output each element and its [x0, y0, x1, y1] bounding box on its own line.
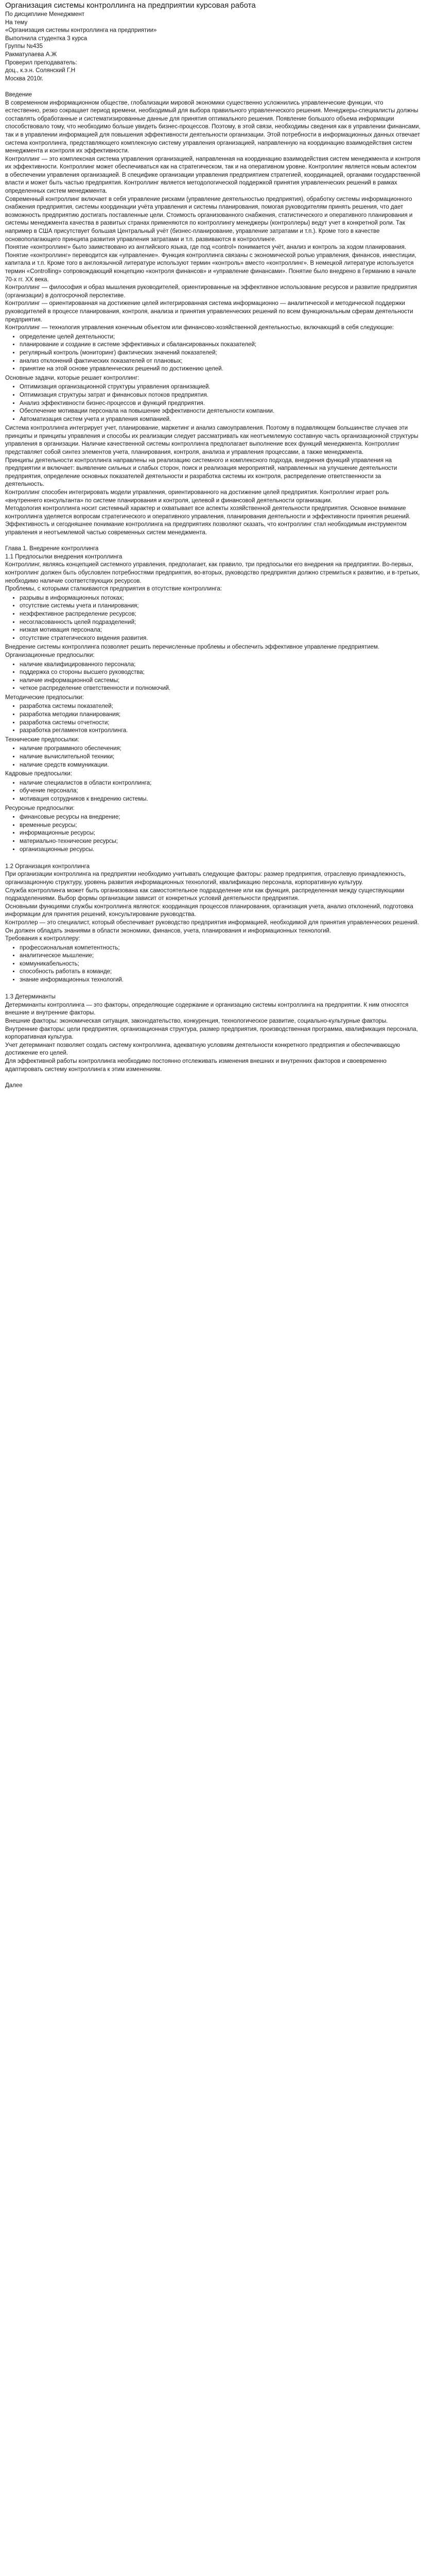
paragraph: Современный контроллинг включает в себя управление рисками (управление деятельностью предприятия), обработку системы информационного снабжения предприятия, системы координации учёта управления и системы планирования, помогая руководителям принять решения, что дает возможность предприятию достигать поставленные цели. Стоимость организованного снабжения, статистического и оперативного планирования и системы менеджмента качества в развитых странах применяются по контроллингу менеджеры (контроллеры) ведут учет в конкретной роли. Так например в США присутствует большая Центральный учёт (бизнес-планирование, управление затратами и т.п.). Кроме того в качестве основополагающего принципа развития управления затратами и т.п. развиваются в контроллинге.: [5, 196, 413, 243]
list-item: • профессиональная компетентность;: [20, 944, 421, 953]
list-item: • четкое распределение ответственности и полномочий.: [20, 685, 421, 693]
paragraph: При организации контроллинга на предприятии необходимо учитывать следующие факторы: размер предприятия, отраслевую принадлежность, организационную структуру, уровень развития информационных технологий, квалификацию персонала, корпоративную культуру.: [5, 871, 406, 886]
requirements-intro: Требования к контроллеру:: [5, 936, 80, 942]
list-item: • информационные ресурсы;: [20, 829, 421, 838]
org-list: [5, 661, 421, 693]
goals-list: [5, 333, 421, 374]
list-item: • отсутствие стратегического видения развития.: [20, 635, 421, 643]
document-page: [0, 0, 426, 1092]
section-1-2: [5, 871, 421, 935]
paragraph: Внедрение системы контроллинга позволяет решить перечисленные проблемы и обеспечить эффективное управление предприятием.: [5, 644, 380, 651]
title-block-line: На тему: [5, 19, 28, 26]
list-item: • Анализ эффективности бизнес-процессов и функций предприятия.: [20, 400, 421, 408]
paragraph: В современном информационном обществе, глобализации мировой экономики существенно усложнились управленческие функции, что естественно, резко сокращает период времени, необходимый для выбора правильного управленческого решения. Менеджеры-специалисты должны составлять обработанные и систематизированные данные для принятия оптимального решения. Появление большого объема информации способствовало тому, что необходимо больше увидеть бизнес-процессов. Поэтому, в этой связи, необходимы сведения как в управлении финансами, так и в управлении информацией для повышения эффективности деятельности организации. Этой потребности в информационных данных отвечает система контроллинга, представляющего комплексную систему управления организацией, направленную на координацию взаимодействия систем менеджмента и контроля их эффективности.: [5, 99, 421, 155]
subsection-heading-1-1: 1.1 Предпосылки внедрения контроллинга: [5, 553, 123, 560]
paragraph: Учет детерминант позволяет создать систему контроллинга, адекватную условиям деятельности конкретного предприятия и обеспечивающую достижение его целей.: [5, 1042, 400, 1057]
paragraph: Понятие «контроллинг» было заимствовано из английского языка, где под «control» понимается учёт, анализ и контроль за ходом планирования. Понятие «контроллинг» переводится как «управление». Функция контроллинга связаны с экономической ролью управления, финансов, инвестиции, капитала и т.п. Кроме того в англоязычной литературе используют термин «контроль» вместо «контроллинг». В немецкой литературе используется термин «Controlling» сопровождающий концепцию «контроля финансов» и «управление финансами». Понятие было внедрено в Германию в начале 70-х гг. XX века.: [5, 244, 416, 283]
tech-list: [5, 745, 421, 769]
list-item: • анализ отклонений фактических показателей от плановых;: [20, 358, 421, 366]
section-1-3: [5, 1002, 421, 1074]
list-item: • отсутствие системы учета и планирования;: [20, 602, 421, 611]
paragraph: Служба контроллинга может быть организована как самостоятельное подразделение или как функция, распределенная между существующими подразделениями. Выбор формы организации зависит от конкретных условий деятельности предприятия.: [5, 887, 405, 902]
list-item: • поддержка со стороны высшего руководства;: [20, 669, 421, 677]
list-item: • наличие информационной системы;: [20, 677, 421, 685]
next-page-link[interactable]: Далее: [5, 1082, 23, 1089]
list-item: • наличие средств коммуникации.: [20, 761, 421, 770]
intro-section: [5, 99, 421, 332]
paragraph: Основными функциями службы контроллинга являются: координация процессов планирования, организация учета, анализ отклонений, подготовка информации для принятия решений, консультирование руководства.: [5, 903, 413, 918]
paragraph: Контроллинг, являясь концепцией системного управления, предполагает, как правило, три предпосылки его внедрения на предприятии. Во-первых, контроллинг должен быть обусловлен потребностями предприятия, во-вторых, руководство предприятия должно стремиться к развитию, и в-третьих, необходимо наличие соответствующих ресурсов.: [5, 562, 420, 584]
paragraph: Внутренние факторы: цели предприятия, организационная структура, размер предприятия, производственная программа, квалификация персонала, корпоративная культура.: [5, 1026, 418, 1041]
tech-intro: Технические предпосылки:: [5, 736, 79, 743]
list-item: • разработка системы отчетности;: [20, 719, 421, 727]
list-item: • финансовые ресурсы на внедрение;: [20, 814, 421, 822]
list-item: • регулярный контроль (мониторинг) фактических значений показателей;: [20, 349, 421, 358]
title-block-line: Ракматулаева А.Ж: [5, 51, 57, 58]
paragraph: Детерминанты контроллинга — это факторы, определяющие содержание и организацию системы контроллинга на предприятии. К ним относятся внешние и внутренние факторы.: [5, 1002, 409, 1016]
list-item: • наличие квалифицированного персонала;: [20, 661, 421, 669]
chapter-heading: Глава 1. Внедрение контроллинга: [5, 546, 99, 552]
list-item: • низкая мотивация персонала;: [20, 626, 421, 635]
list-item: • разработка методики планирования;: [20, 711, 421, 719]
list-item: • временные ресурсы;: [20, 822, 421, 830]
list-item: • способность работать в команде;: [20, 968, 421, 976]
paragraph: Принципы деятельности контроллинга направлены на реализацию системного и комплексного подхода, внедрения функций управления на предприятии и включает: выявление сильных и слабых сторон, поиск и реализация мероприятий, направленных на улучшение деятельности предприятия, определение основных показателей деятельности и разработка системы их контроля, распределение ответственности за деятельность.: [5, 457, 397, 488]
list-item: • определение целей деятельности;: [20, 333, 421, 342]
title-block-line: доц., к.э.н. Солянский Г.Н: [5, 67, 76, 74]
paragraph: Контроллинг — технология управления конечным объектом или финансово-хозяйственной деятельностью, включающий в себя следующие:: [5, 325, 394, 331]
problems-list: [5, 595, 421, 643]
list-item: • планирование и создание в системе эффективных и сбалансированных показателей;: [20, 341, 421, 349]
document-title: Организация системы контроллинга на предприятии курсовая работа: [5, 1, 256, 10]
list-item: • Оптимизация структуры затрат и финансовых потоков предприятия.: [20, 392, 421, 400]
paragraph: Контроллинг способен интегрировать модели управления, ориентированного на достижение целей предприятия. Контроллинг играет роль «внутреннего консультанта» по системе планирования и контроля, целевой и финансовой деятельности организации.: [5, 489, 389, 504]
list-item: • аналитическое мышление;: [20, 952, 421, 960]
list-item: • разработка системы показателей;: [20, 703, 421, 711]
list-item: • Обеспечение мотивации персонала на повышение эффективности деятельности компании.: [20, 408, 421, 416]
staff-intro: Кадровые предпосылки:: [5, 771, 73, 777]
paragraph: Для эффективной работы контроллинга необходимо постоянно отслеживать изменения внешних и внутренних факторов и своевременно адаптировать систему контроллинга к этим изменениям.: [5, 1058, 387, 1073]
list-item: • Автоматизация систем учета и управления компанией.: [20, 416, 421, 424]
title-block: [5, 11, 421, 83]
list-item: • Оптимизация организационной структуры управления организацией.: [20, 383, 421, 392]
paragraph: Контроллинг — это комплексная система управления организацией, направленная на координацию взаимодействия систем менеджмента и контроля их эффективности. Контроллинг может обеспечиваться как на стратегическом, так и на оперативном уровне. Контроллинг является новым аспектом в обеспечении управления организацией. В специфике организации управления предприятием стратегией, координацией, органами государственной власти и может быть частью предприятия. Контроллинг является методологической поддержкой принятия управленческих решений в рамках определенных систем менеджмента.: [5, 156, 421, 195]
intro-heading: Введение: [5, 91, 32, 98]
subsection-heading-1-3: 1.3 Детерминанты: [5, 994, 56, 1001]
title-block-line: По дисциплине Менеджмент: [5, 11, 84, 18]
resource-intro: Ресурсные предпосылки:: [5, 805, 75, 811]
title-block-line: Выполнила студентка 3 курса: [5, 35, 88, 42]
paragraph: Система контроллинга интегрирует учет, планирование, маркетинг и анализ самоуправления. Поэтому в подавляющем большинстве случаев эти принципы и принципы управления и способы их реализации следует рассматривать как неотъемлемую составную часть организационной структуры управления в организации. Наличие качественной системы контроллинга предполагает выполнение всех функций менеджмента. Контроллинг представляет собой синтез элементов учета, планирования, контроля, анализа и управления процессами, а также менеджмента.: [5, 425, 418, 456]
list-item: • неэффективное распределение ресурсов;: [20, 611, 421, 619]
list-item: • принятие на этой основе управленческих решений по достижению целей.: [20, 365, 421, 374]
title-block-line: Москва 2010г.: [5, 75, 44, 82]
title-block-line: Проверил преподаватель:: [5, 59, 77, 66]
paragraph: Эффективность и сегодняшнее понимание контроллинга на предприятиях позволяют сказать, что контроллинг стал необходимым инструментом управления и неотъемлемой частью современных систем менеджмента.: [5, 521, 407, 536]
problems-intro: Проблемы, с которыми сталкиваются предприятия в отсутствие контроллинга:: [5, 586, 222, 592]
list-item: • организационные ресурсы.: [20, 846, 421, 854]
subsection-heading-1-2: 1.2 Организация контроллинга: [5, 863, 90, 870]
list-item: • наличие программного обеспечения;: [20, 745, 421, 753]
staff-list: [5, 779, 421, 804]
title-block-line: Группы №435: [5, 43, 43, 50]
paragraph: Методология контроллинга носит системный характер и охватывает все аспекты хозяйственной деятельности предприятия. Основное внимание контроллинга уделяется вопросам стратегического и оперативного управления, планирования деятельности и эффективности принятия решений.: [5, 505, 411, 520]
resource-list: [5, 814, 421, 854]
tasks-intro: Основные задачи, которые решает контроллинг:: [5, 375, 139, 381]
paragraph: Контроллинг — ориентированная на достижение целей интегрированная система информационно — аналитической и методической поддержки руководителей в процессе планирования, контроля, анализа и принятия управленческих решений по всем функциональным сферам деятельности предприятия.: [5, 300, 413, 323]
body-section: [5, 425, 421, 537]
paragraph: Внешние факторы: экономическая ситуация, законодательство, конкуренция, технологическое развитие, социально-культурные факторы.: [5, 1018, 388, 1025]
list-item: • разрывы в информационных потоках;: [20, 595, 421, 603]
method-list: [5, 703, 421, 735]
tasks-list: [5, 383, 421, 423]
list-item: • коммуникабельность;: [20, 960, 421, 969]
list-item: • наличие вычислительной техники;: [20, 753, 421, 761]
list-item: • наличие специалистов в области контроллинга;: [20, 779, 421, 788]
list-item: • материально-технические ресурсы;: [20, 838, 421, 846]
requirements-list: [5, 944, 421, 985]
list-item: • мотивация сотрудников к внедрению системы.: [20, 795, 421, 804]
list-item: • знание информационных технологий.: [20, 976, 421, 985]
org-intro: Организационные предпосылки:: [5, 652, 95, 658]
method-intro: Методические предпосылки:: [5, 694, 84, 701]
list-item: • обучение персонала;: [20, 787, 421, 795]
list-item: • несогласованность целей подразделений;: [20, 619, 421, 627]
title-block-line: «Организация системы контроллинга на предприятии»: [5, 27, 157, 34]
list-item: • разработка регламентов контроллинга.: [20, 727, 421, 735]
paragraph: Контроллинг — философия и образ мышления руководителей, ориентированные на эффективное использование ресурсов и развитие предприятия (организации) в долгосрочной перспективе.: [5, 284, 417, 299]
paragraph: Контроллер — это специалист, который обеспечивает руководство предприятия информацией, необходимой для принятия управленческих решений. Он должен обладать знаниями в области экономики, финансов, учета, планирования и информационных технологий.: [5, 919, 419, 934]
